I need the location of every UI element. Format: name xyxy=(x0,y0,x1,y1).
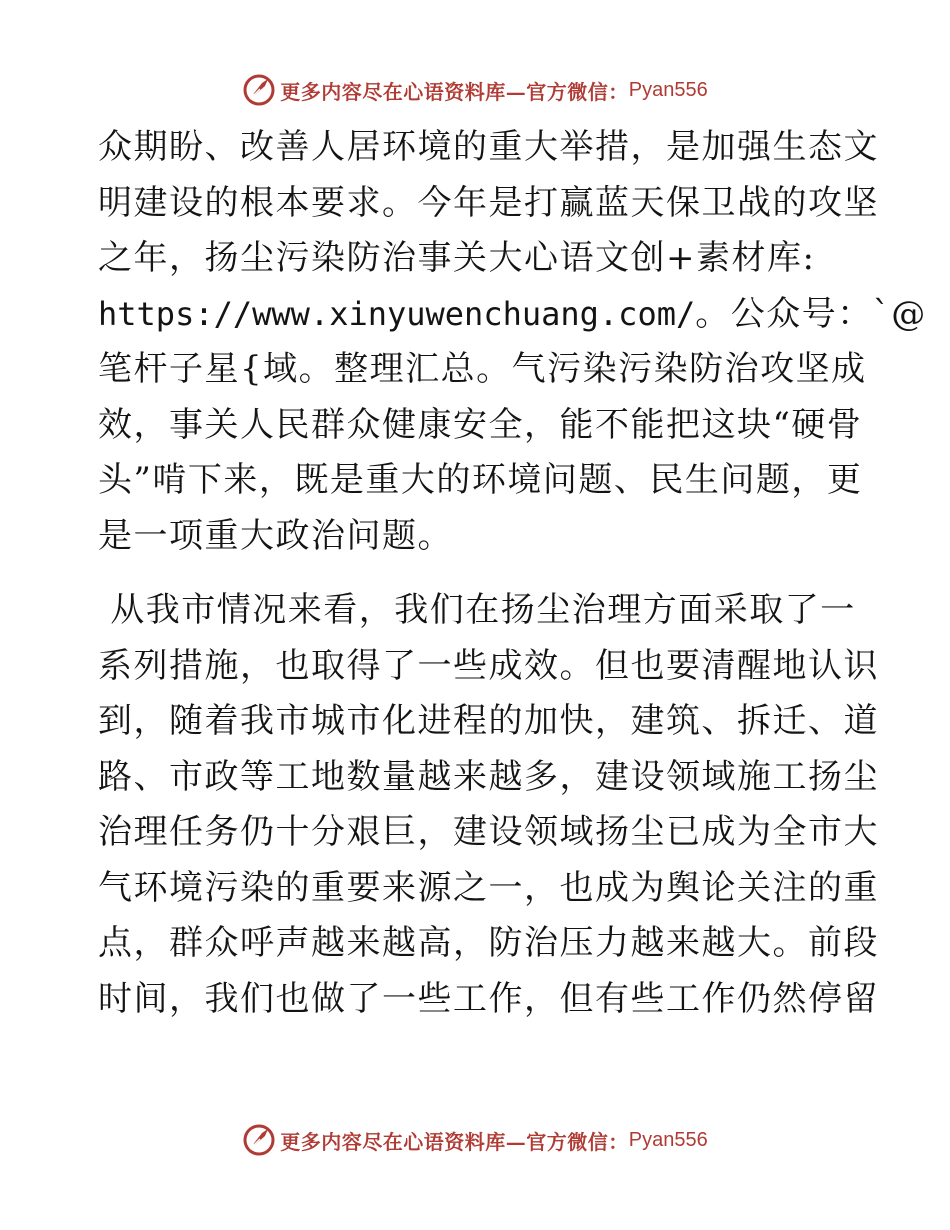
footer-watermark-banner xyxy=(0,1120,950,1160)
text-line: 头”啃下来，既是重大的环境问题、民生问题，更 xyxy=(98,460,863,500)
text-line-url xyxy=(98,287,927,343)
header-wechat-id: Pyan556 xyxy=(628,78,708,101)
text-line: 之年，扬尘污染防治事关大心语文创+素材库: xyxy=(98,238,816,278)
text-line: 系列措施，也取得了一些成效。但也要清醒地认识 xyxy=(98,645,879,686)
text-line: 众期盼、改善人居环境的重大举措，是加强生态文 xyxy=(98,127,879,167)
text-line: 是一项重大政治问题。 xyxy=(98,515,453,556)
paragraph-2 xyxy=(98,583,879,1027)
footer-banner-text: 更多内容尽在心语资料库—官方微信： xyxy=(280,1129,629,1154)
footer-wechat-id: Pyan556 xyxy=(628,1128,708,1151)
paragraph-1 xyxy=(98,120,927,564)
text-line: 从我市情况来看，我们在扬尘治理方面采取了一 xyxy=(98,590,856,630)
text-line: 到，随着我市城市化进程的加快，建筑、拆迁、道 xyxy=(98,701,879,741)
quill-pen-logo-icon xyxy=(242,1123,276,1157)
quill-pen-logo-icon xyxy=(242,73,276,107)
text-line: 气环境污染的重要来源之一，也成为舆论关注的重 xyxy=(98,867,879,908)
text-line: 笔杆子星{域。整理汇总。气污染污染防治攻坚成 xyxy=(98,349,867,389)
text-line: 明建设的根本要求。今年是打赢蓝天保卫战的攻坚 xyxy=(98,182,879,223)
url-text: https://www.xinyuwenchuang.com/ xyxy=(98,294,696,333)
text-line: 路、市政等工地数量越来越多，建设领域施工扬尘 xyxy=(98,756,879,797)
url-suffix-text: 。公众号：`@ xyxy=(695,293,927,334)
text-line: 效，事关人民群众健康安全，能不能把这块“硬骨 xyxy=(98,404,863,445)
header-banner-text: 更多内容尽在心语资料库—官方微信： xyxy=(280,79,629,104)
document-body xyxy=(98,120,927,1027)
text-line: 时间，我们也做了一些工作，但有些工作仍然停留 xyxy=(98,978,879,1019)
text-line: 点，群众呼声越来越高，防治压力越来越大。前段 xyxy=(98,923,879,963)
paragraph-spacer xyxy=(98,564,858,583)
text-line: 治理任务仍十分艰巨，建设领域扬尘已成为全市大 xyxy=(98,812,879,852)
header-watermark-banner xyxy=(0,70,950,110)
